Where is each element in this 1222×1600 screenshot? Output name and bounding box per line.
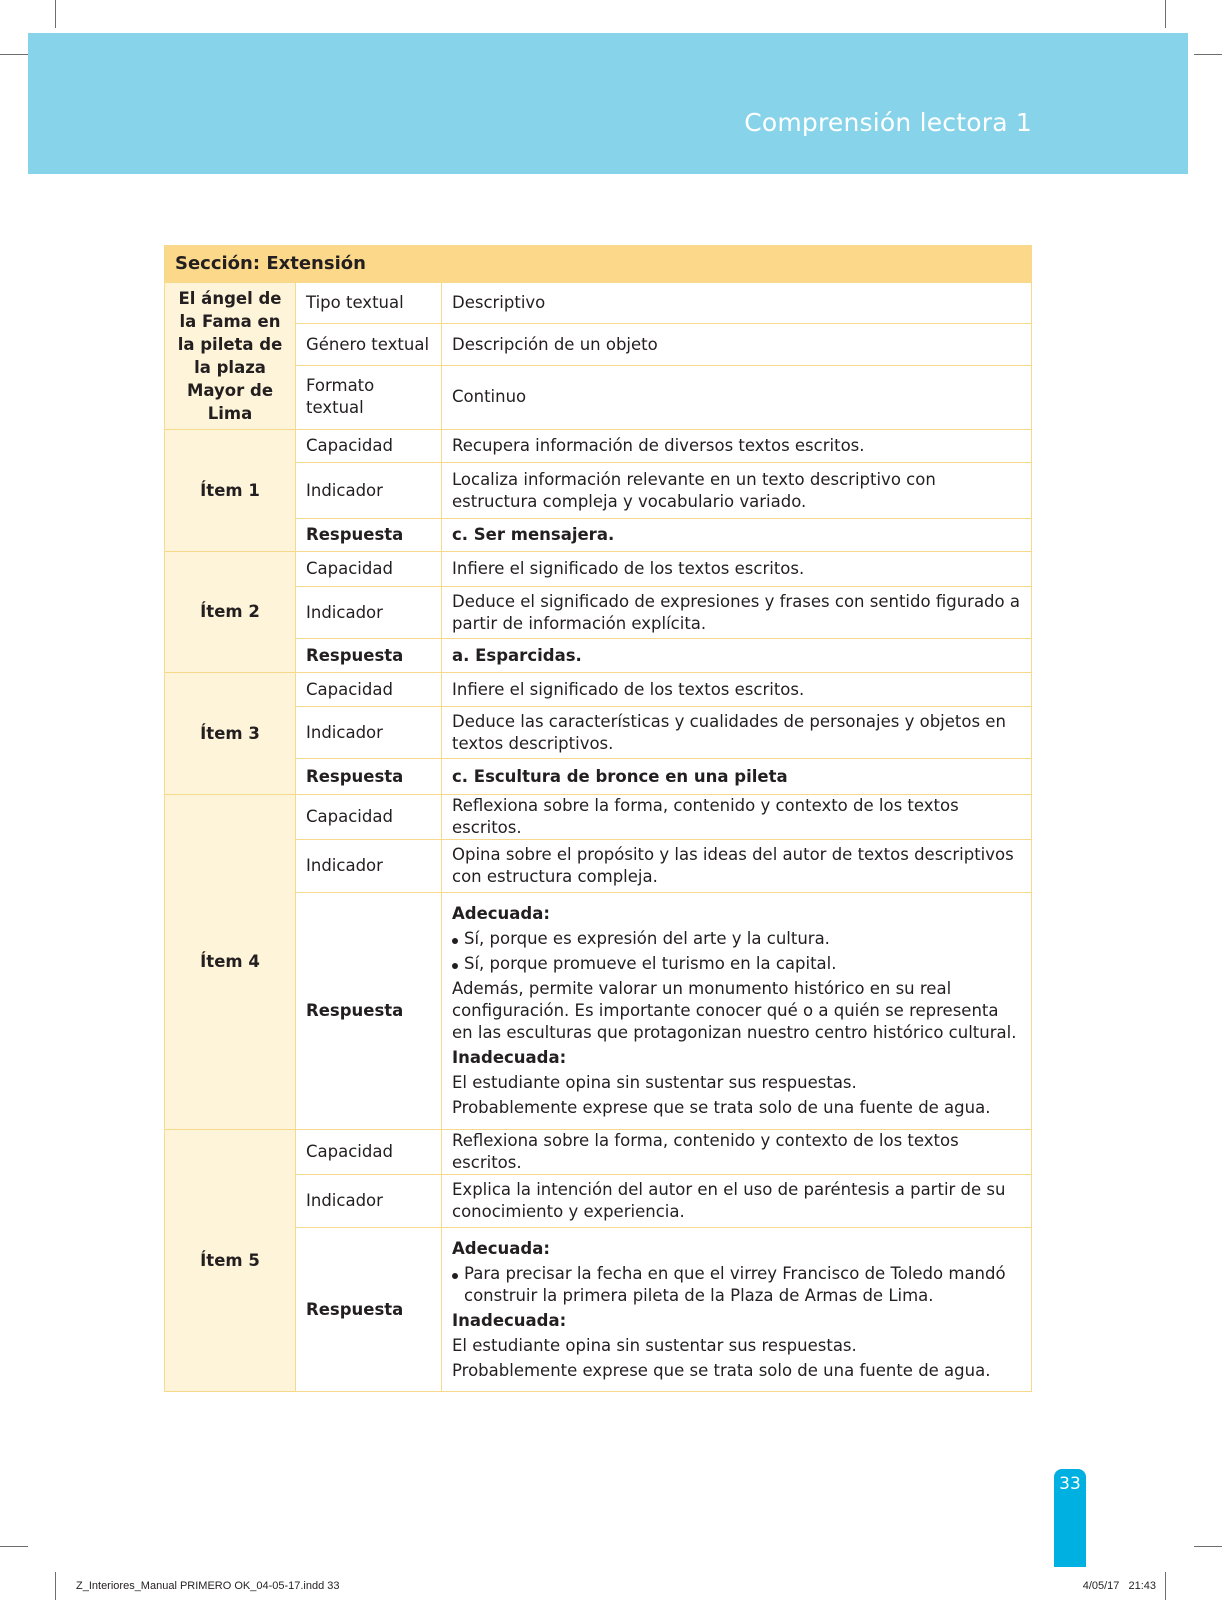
respuesta-label: Respuesta <box>296 639 442 673</box>
indicador-value: Opina sobre el propósito y las ideas del autor de textos descriptivos con estructura compleja. <box>442 840 1032 893</box>
table-row <box>165 1228 1032 1392</box>
table-row <box>165 639 1032 673</box>
header-band <box>28 33 1188 174</box>
capacidad-value: Reflexiona sobre la forma, contenido y contexto de los textos escritos. <box>442 1130 1032 1175</box>
page-title: Comprensión lectora 1 <box>744 108 1032 137</box>
table-row <box>165 1175 1032 1228</box>
indicador-label: Indicador <box>296 463 442 519</box>
inadecuada-line: Probablemente exprese que se trata solo de una fuente de agua. <box>452 1360 991 1380</box>
bullet-item: Sí, porque promueve el turismo en la capital. <box>452 953 1021 975</box>
table-row <box>165 893 1032 1130</box>
table-row <box>165 795 1032 840</box>
info-label: Tipo textual <box>296 283 442 324</box>
table-row <box>165 283 1032 324</box>
info-value: Descripción de un objeto <box>442 324 1032 365</box>
capacidad-value: Recupera información de diversos textos escritos. <box>442 430 1032 463</box>
respuesta-value <box>442 1228 1032 1392</box>
capacidad-label: Capacidad <box>296 1130 442 1175</box>
table-row <box>165 840 1032 893</box>
text-name: El ángel de la Fama en la pileta de la plaza Mayor de Lima <box>165 283 296 430</box>
indicador-label: Indicador <box>296 840 442 893</box>
info-value: Continuo <box>442 365 1032 429</box>
respuesta-extra: Además, permite valorar un monumento histórico en su real configuración. Es importante conocer qué o a quién se representa en las esculturas que protagonizan nuestro centro histórico cultural. <box>452 979 1017 1042</box>
capacidad-label: Capacidad <box>296 552 442 587</box>
indicador-label: Indicador <box>296 587 442 639</box>
info-label: Género textual <box>296 324 442 365</box>
capacidad-label: Capacidad <box>296 795 442 840</box>
respuesta-label: Respuesta <box>296 519 442 552</box>
inadecuada-label: Inadecuada: <box>452 1310 567 1330</box>
bullet-item: Para precisar la fecha en que el virrey Francisco de Toledo mandó construir la primera pileta de la Plaza de Armas de Lima. <box>452 1263 1021 1307</box>
section-header-row <box>165 246 1032 283</box>
crop-mark <box>1165 1572 1166 1600</box>
respuesta-value: c. Ser mensajera. <box>442 519 1032 552</box>
crop-mark <box>1165 0 1166 28</box>
respuesta-label: Respuesta <box>296 759 442 795</box>
respuesta-value: c. Escultura de bronce en una pileta <box>442 759 1032 795</box>
info-label: Formato textual <box>296 365 442 429</box>
indicador-label: Indicador <box>296 1175 442 1228</box>
adecuada-label: Adecuada: <box>452 904 550 923</box>
evaluation-table <box>164 245 1032 1392</box>
inadecuada-label: Inadecuada: <box>452 1048 567 1067</box>
capacidad-value: Infiere el significado de los textos escritos. <box>442 673 1032 707</box>
item-label: Ítem 1 <box>165 430 296 552</box>
table-row <box>165 673 1032 707</box>
section-title: Sección: Extensión <box>165 246 1032 283</box>
table-row <box>165 552 1032 587</box>
crop-mark <box>0 1546 28 1547</box>
table-row <box>165 1130 1032 1175</box>
indicador-label: Indicador <box>296 707 442 759</box>
item-label: Ítem 4 <box>165 795 296 1130</box>
item-label: Ítem 5 <box>165 1130 296 1392</box>
capacidad-label: Capacidad <box>296 430 442 463</box>
adecuada-label: Adecuada: <box>452 1238 550 1258</box>
crop-mark <box>1194 1546 1222 1547</box>
table-row <box>165 430 1032 463</box>
respuesta-value <box>442 893 1032 1130</box>
info-value: Descriptivo <box>442 283 1032 324</box>
item-label: Ítem 3 <box>165 673 296 795</box>
bullet-item: Sí, porque es expresión del arte y la cultura. <box>452 928 1021 950</box>
indicador-value: Deduce el significado de expresiones y frases con sentido figurado a partir de información explícita. <box>442 587 1032 639</box>
capacidad-value: Reflexiona sobre la forma, contenido y contexto de los textos escritos. <box>442 795 1032 840</box>
table-row <box>165 587 1032 639</box>
inadecuada-line: Probablemente exprese que se trata solo de una fuente de agua. <box>452 1098 991 1117</box>
capacidad-value: Infiere el significado de los textos escritos. <box>442 552 1032 587</box>
crop-mark <box>0 54 28 55</box>
crop-mark <box>55 1572 56 1600</box>
respuesta-label: Respuesta <box>296 893 442 1130</box>
respuesta-value: a. Esparcidas. <box>442 639 1032 673</box>
inadecuada-line: El estudiante opina sin sustentar sus respuestas. <box>452 1073 857 1092</box>
table-row <box>165 463 1032 519</box>
item-label: Ítem 2 <box>165 552 296 673</box>
indicador-value: Explica la intención del autor en el uso de paréntesis a partir de su conocimiento y experiencia. <box>442 1175 1032 1228</box>
capacidad-label: Capacidad <box>296 673 442 707</box>
indicador-value: Localiza información relevante en un texto descriptivo con estructura compleja y vocabulario variado. <box>442 463 1032 519</box>
table-row <box>165 519 1032 552</box>
page-number: 33 <box>1059 1474 1081 1494</box>
table-row <box>165 759 1032 795</box>
indicador-value: Deduce las características y cualidades de personajes y objetos en textos descriptivos. <box>442 707 1032 759</box>
footer-date: 4/05/17 21:43 <box>1082 1580 1156 1592</box>
crop-mark <box>1194 54 1222 55</box>
table-row <box>165 365 1032 429</box>
table-row <box>165 707 1032 759</box>
footer-filename: Z_Interiores_Manual PRIMERO OK_04-05-17.indd 33 <box>76 1580 340 1592</box>
respuesta-label: Respuesta <box>296 1228 442 1392</box>
table-row <box>165 324 1032 365</box>
crop-mark <box>55 0 56 28</box>
inadecuada-line: El estudiante opina sin sustentar sus respuestas. <box>452 1335 857 1355</box>
